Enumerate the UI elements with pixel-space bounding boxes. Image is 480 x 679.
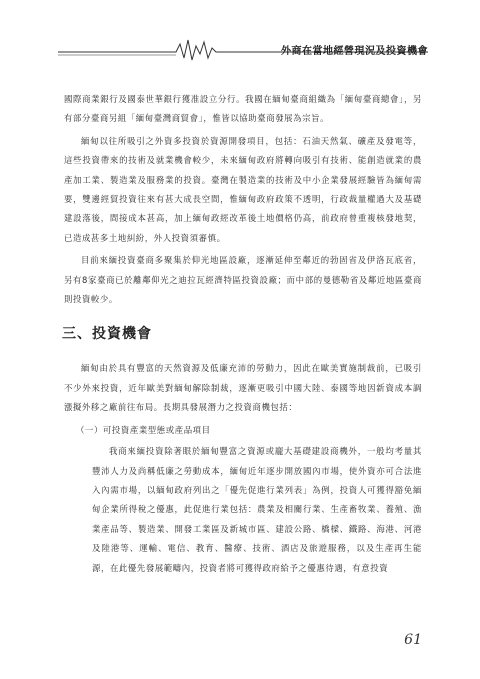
paragraph-continued: 國際商業銀行及國泰世華銀行獲准設立分行。我國在緬甸臺商組織為「緬甸臺商總會」，另有部分臺商另組「緬甸臺灣商貿會」，惟皆以協助臺商發展為宗旨。 — [64, 94, 422, 124]
sub-paragraph: 我商來緬投資除著眼於緬甸豐富之資源或龐大基礎建設商機外，一般均考量其豐沛人力及尚稱低廉之勞動成本，緬甸近年逐步開放國內市場，使外資亦可合法進入內需市場，以緬甸政府列出之「優先促進行業列表」為例，投資人可獲得豁免緬甸企業所得稅之優惠，此促進行業包括：農業及相關行業、生產畜牧業、養殖、漁業產品等、製造業、開發工業區及新城市區、建設公路、橋樑、鐵路、海港、河港及陸港等、運輸、電信、教育、醫療、技術、酒店及旅遊服務，以及生產再生能源，在此優先發展範疇內，投資者將可獲得政府給予之優惠待遇，有意投資 — [92, 446, 422, 573]
header-title: 外商在當地經營現況及投資機會 — [281, 46, 428, 57]
running-header — [58, 36, 428, 64]
paragraph-taiwanese-locations: 目前來緬投資臺商多聚集於仰光地區設廠，逐漸延伸至鄰近的勃固省及伊洛瓦底省，另有8家臺商已於離鄰仰光之迪拉瓦經濟特區投資設廠；而中部的曼德勒省及鄰近地區臺商則投資較少。 — [64, 255, 422, 305]
sub-heading: （一）可投資產業型態或產品項目 — [76, 424, 211, 435]
section-intro: 緬甸由於具有豐富的天然資源及低廉充沛的勞動力，因此在歐美實施制裁前，已吸引不少外來投資，近年歐美對緬甸解除制裁，逐漸更吸引中國大陸、泰國等地因新資成本調漲擬外移之廠前往布局。長期具發展潛力之投資商機包括： — [64, 363, 422, 413]
page-number: 61 — [404, 632, 422, 648]
section-heading: 三、投資機會 — [62, 326, 152, 343]
paragraph-investment-history: 緬甸以往所吸引之外資多投資於資源開發項目，包括：石油天然氣、礦產及發電等，這些投資帶來的技術及就業機會較少，未來緬甸政府將轉向吸引有技術、能創造就業的農產加工業、製造業及服務業的投資。臺灣在製造業的技術及中小企業發展經驗皆為緬甸需要，雙邊經貿投資往來有甚大成長空間，惟緬甸政府政策不透明，行政裁量權過大及基礎建設落後，間接成本甚高，加上緬甸政經改革後土地價格仍高，前政府曾重複核發地契，已造成甚多土地糾紛，外人投資須審慎。 — [64, 135, 422, 243]
page-body — [64, 90, 422, 581]
